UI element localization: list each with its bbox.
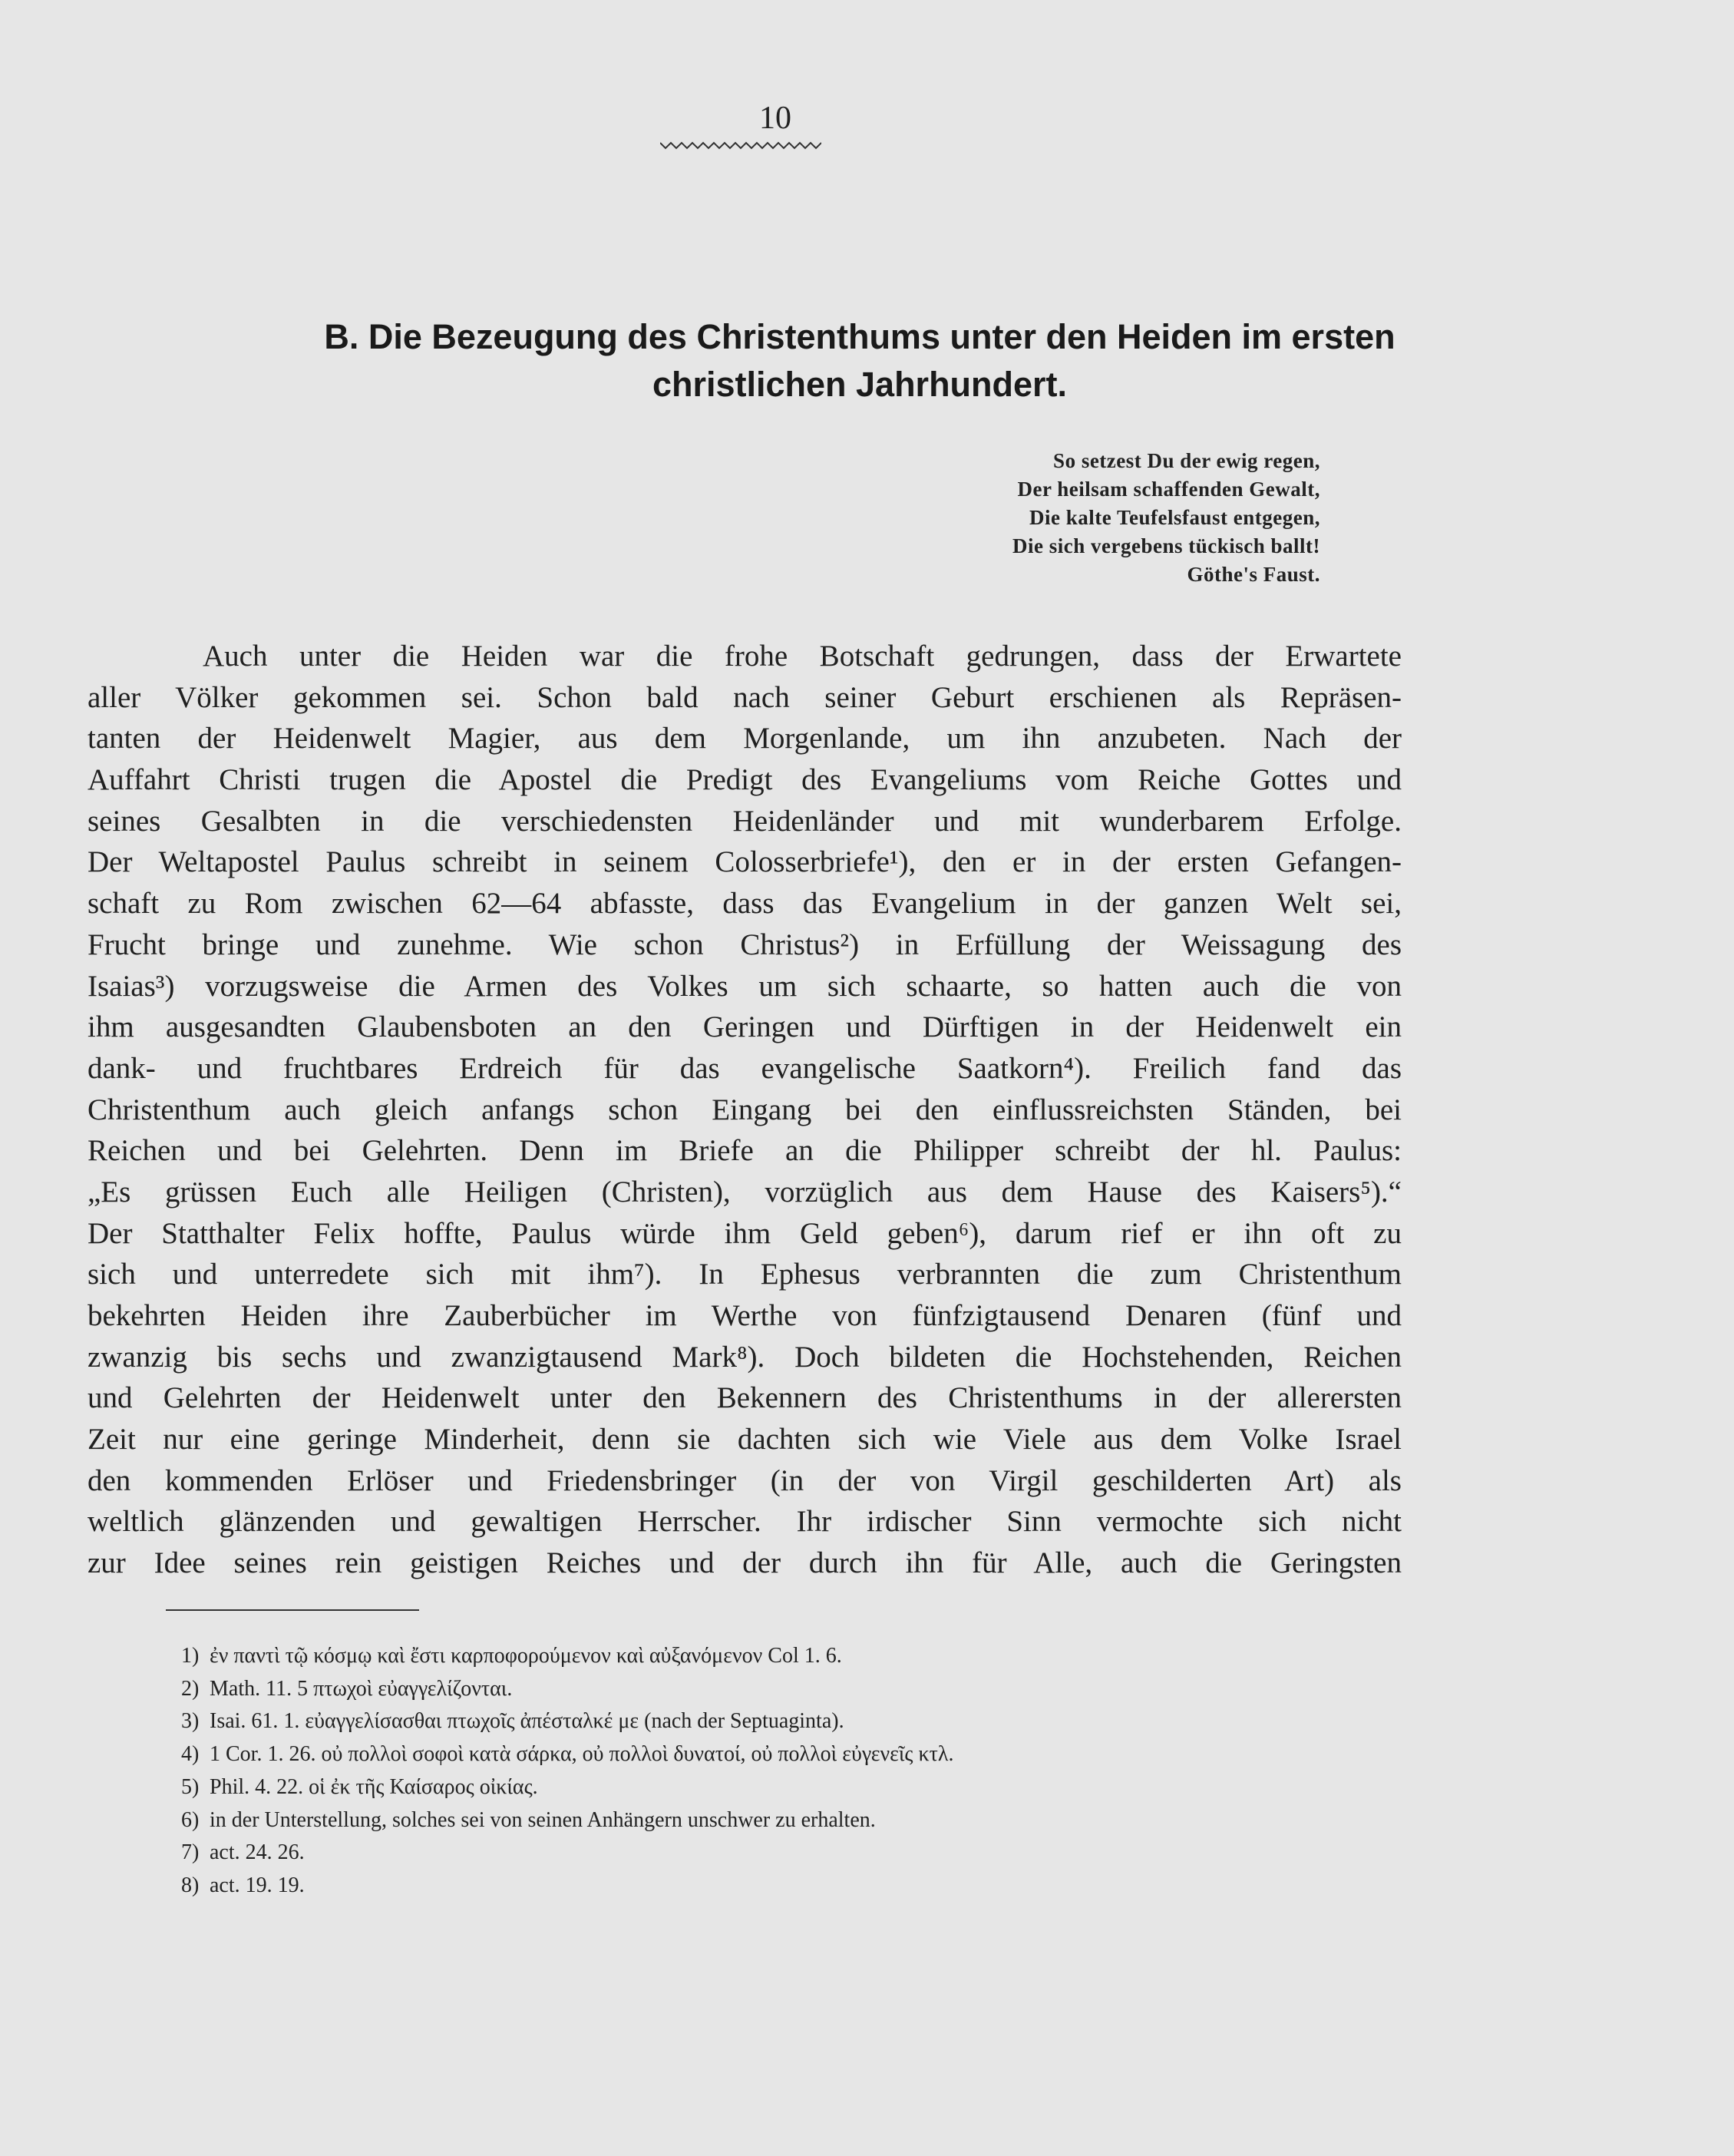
footnote bbox=[181, 1837, 1409, 1870]
body-line: ihm ausgesandten Glaubensboten an den Geringen und Dürftigen in der Heidenwelt ein bbox=[88, 1010, 1402, 1044]
section-heading-line-2: christlichen Jahrhundert. bbox=[652, 365, 1068, 404]
footnote-text: Math. 11. 5 πτωχοὶ εὐαγγελίζονται. bbox=[210, 1676, 513, 1701]
body-line: zwanzig bis sechs und zwanzigtausend Mark⁸). Doch bildeten die Hochstehenden, Reichen bbox=[88, 1340, 1402, 1374]
body-line: tanten der Heidenwelt Magier, aus dem Morgenlande, um ihn anzubeten. Nach der bbox=[88, 722, 1402, 756]
body-line: sich und unterredete sich mit ihm⁷). In Ephesus verbrannten die zum Christenthum bbox=[88, 1258, 1402, 1291]
footnote-number: 1) bbox=[181, 1644, 200, 1668]
footnotes bbox=[181, 1640, 1409, 1903]
footnote bbox=[181, 1673, 1409, 1706]
epigraph-line: Die kalte Teufelsfaust entgegen, bbox=[1029, 506, 1320, 529]
footnote bbox=[181, 1705, 1409, 1738]
body-line: und Gelehrten der Heidenwelt unter den Bekennern des Christenthums in der allerersten bbox=[88, 1381, 1402, 1415]
footnote-text: Isai. 61. 1. εὐαγγελίσασθαι πτωχοῖς ἀπέσταλκέ με (nach der Septuaginta). bbox=[210, 1709, 844, 1734]
decorative-wavy-rule bbox=[660, 140, 821, 150]
body-line: den kommenden Erlöser und Friedensbringer (in der von Virgil geschilderten Art) als bbox=[88, 1463, 1402, 1497]
footnote-text: Phil. 4. 22. οἱ ἐκ τῆς Καίσαρος οἰκίας. bbox=[210, 1774, 538, 1799]
body-line: Reichen und bei Gelehrten. Denn im Briefe an die Philipper schreibt der hl. Paulus: bbox=[88, 1134, 1402, 1168]
epigraph-line: Die sich vergebens tückisch ballt! bbox=[1012, 534, 1320, 557]
section-heading-line-1: B. Die Bezeugung des Christenthums unter den Heiden im ersten bbox=[324, 317, 1395, 356]
footnote-text: act. 24. 26. bbox=[210, 1840, 305, 1865]
body-line: „Es grüssen Euch alle Heiligen (Christen), vorzüglich aus dem Hause des Kaisers⁵).“ bbox=[88, 1175, 1402, 1209]
page-number: 10 bbox=[759, 101, 791, 136]
footnote-number: 4) bbox=[181, 1742, 200, 1767]
footnote-text: ἐν παντὶ τῷ κόσμῳ καὶ ἔστι καρποφορούμενον καὶ αὐξανόμενον Col 1. 6. bbox=[210, 1644, 842, 1668]
footnote-number: 8) bbox=[181, 1873, 200, 1897]
footnote-text: 1 Cor. 1. 26. οὐ πολλοὶ σοφοὶ κατὰ σάρκα, οὐ πολλοὶ δυνατοί, οὐ πολλοὶ εὐγενεῖς κτλ. bbox=[210, 1742, 954, 1767]
epigraph-attribution: Göthe's Faust. bbox=[1187, 563, 1320, 586]
body-line: schaft zu Rom zwischen 62—64 abfasste, dass das Evangelium in der ganzen Welt sei, bbox=[88, 887, 1402, 921]
section-heading bbox=[123, 313, 1597, 408]
footnote-separator bbox=[166, 1609, 419, 1611]
body-line: bekehrten Heiden ihre Zauberbücher im Werthe von fünfzigtausend Denaren (fünf und bbox=[88, 1299, 1402, 1332]
epigraph bbox=[860, 447, 1320, 589]
body-line: Der Statthalter Felix hoffte, Paulus würde ihm Geld geben⁶), darum rief er ihn oft zu bbox=[88, 1216, 1402, 1250]
footnote-number: 5) bbox=[181, 1774, 200, 1799]
body-line: weltlich glänzenden und gewaltigen Herrscher. Ihr irdischer Sinn vermochte sich nicht bbox=[88, 1505, 1402, 1539]
footnote-text: in der Unterstellung, solches sei von seinen Anhängern unschwer zu erhalten. bbox=[210, 1807, 876, 1832]
body-line: dank- und fruchtbares Erdreich für das evangelische Saatkorn⁴). Freilich fand das bbox=[88, 1051, 1402, 1085]
epigraph-line: So setzest Du der ewig regen, bbox=[1053, 449, 1320, 472]
footnote-number: 6) bbox=[181, 1807, 200, 1832]
body-line: Frucht bringe und zunehme. Wie schon Christus²) in Erfüllung der Weissagung des bbox=[88, 928, 1402, 961]
body-line: Isaias³) vorzugsweise die Armen des Volkes um sich schaarte, so hatten auch die von bbox=[88, 969, 1402, 1003]
body-line: Der Weltapostel Paulus schreibt in seinem Colosserbriefe¹), den er in der ersten Gefangen- bbox=[88, 845, 1402, 879]
footnote bbox=[181, 1771, 1409, 1804]
body-line: Auffahrt Christi trugen die Apostel die Predigt des Evangeliums vom Reiche Gottes und bbox=[88, 763, 1402, 797]
body-line: zur Idee seines rein geistigen Reiches und der durch ihn für Alle, auch die Geringsten bbox=[88, 1546, 1402, 1580]
footnote bbox=[181, 1870, 1409, 1903]
footnote-number: 2) bbox=[181, 1676, 200, 1701]
body-line: aller Völker gekommen sei. Schon bald nach seiner Geburt erschienen als Repräsen- bbox=[88, 680, 1402, 714]
footnote bbox=[181, 1804, 1409, 1837]
footnote-number: 7) bbox=[181, 1840, 200, 1865]
footnote-number: 3) bbox=[181, 1709, 200, 1734]
body-line: Zeit nur eine geringe Minderheit, denn sie dachten sich wie Viele aus dem Volke Israel bbox=[88, 1423, 1402, 1457]
body-line: seines Gesalbten in die verschiedensten Heidenländer und mit wunderbarem Erfolge. bbox=[88, 804, 1402, 838]
body-line: Auch unter die Heiden war die frohe Botschaft gedrungen, dass der Erwartete bbox=[203, 640, 1402, 673]
footnote bbox=[181, 1738, 1409, 1771]
body-line: Christenthum auch gleich anfangs schon Eingang bei den einflussreichsten Ständen, bei bbox=[88, 1093, 1402, 1126]
body-text bbox=[88, 636, 1402, 1584]
footnote bbox=[181, 1640, 1409, 1673]
footnote-text: act. 19. 19. bbox=[210, 1873, 305, 1897]
epigraph-line: Der heilsam schaffenden Gewalt, bbox=[1017, 478, 1320, 501]
